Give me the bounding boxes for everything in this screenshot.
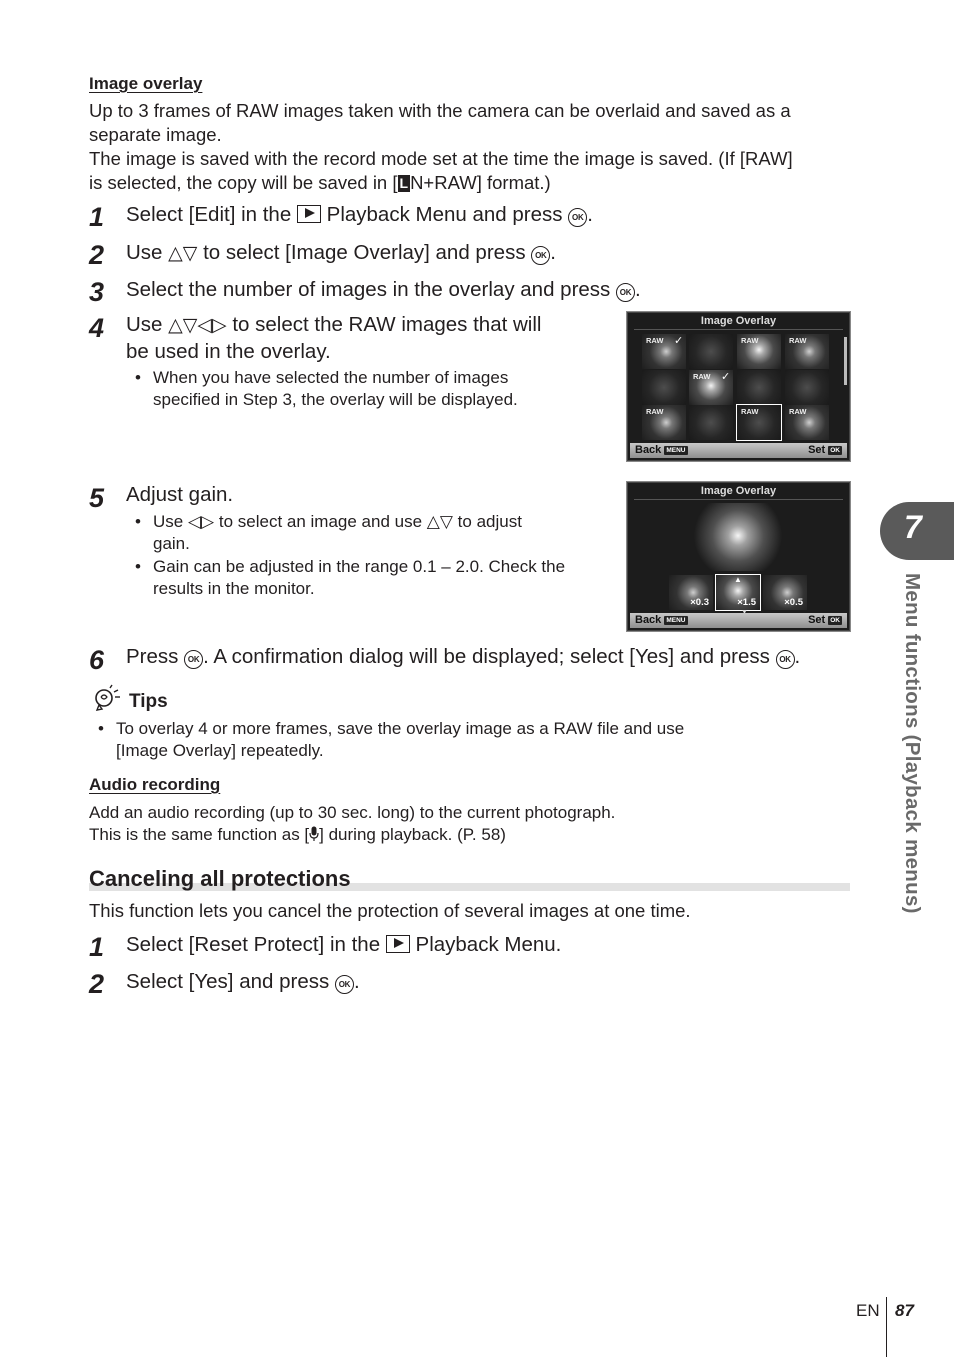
- footer-language: EN: [856, 1301, 880, 1320]
- step-3-text: Select the number of images in the overlay and press OK .: [126, 278, 641, 301]
- intro-line: is selected, the copy will be saved in [ L N+RAW] format.): [89, 172, 551, 193]
- thumbnail[interactable]: RAW: [785, 334, 829, 369]
- overlay-preview: [688, 503, 788, 571]
- thumbnail[interactable]: RAW: [785, 405, 829, 440]
- four-way-arrows-icon: △▽◁▷: [168, 315, 227, 336]
- playback-icon: [386, 935, 410, 953]
- left-right-arrows-icon: ◁▷: [187, 512, 215, 531]
- thumbnail-selected[interactable]: RAW: [737, 405, 781, 440]
- audio-recording-text: Add an audio recording (up to 30 sec. long) to the current photograph. This is the same function as [ ] during playback. (P. 58): [89, 803, 616, 844]
- screen-bottom-bar: [630, 443, 847, 458]
- step-5-bullet-1: • Use ◁▷ to select an image and use △▽ to adjust gain.: [135, 512, 522, 553]
- cancel-step-2-text: Select [Yes] and press OK .: [126, 970, 360, 993]
- menu-button-icon: MENU: [666, 447, 686, 454]
- thumbnail[interactable]: RAW: [642, 405, 686, 440]
- step-5-bullet-2: • Gain can be adjusted in the range 0.1 – 2.0. Check the results in the monitor.: [135, 557, 566, 598]
- thumbnail[interactable]: [689, 405, 733, 440]
- step-6-text: Press OK . A confirmation dialog will be displayed; select [Yes] and press OK .: [126, 645, 801, 668]
- audio-recording-heading: Audio recording: [89, 775, 221, 794]
- step-number: 5: [89, 483, 105, 513]
- footer-divider: [886, 1297, 887, 1357]
- step-4-text: Use △▽◁▷ to select the RAW images that will be used in the overlay.: [126, 313, 542, 363]
- gain-thumbnail[interactable]: ×0.3: [669, 575, 713, 610]
- ok-button-icon: OK: [830, 447, 840, 454]
- step-4-bullet: • When you have selected the number of images specified in Step 3, the overlay will be displayed.: [135, 368, 518, 409]
- thumbnail[interactable]: RAW ✓: [689, 370, 733, 405]
- step-number: 2: [89, 240, 105, 270]
- thumbnail[interactable]: RAW: [737, 334, 781, 369]
- chapter-title: Menu functions (Playback menus): [901, 573, 924, 914]
- back-label[interactable]: Back MENU: [635, 614, 686, 626]
- tips-bullet: • To overlay 4 or more frames, save the overlay image as a RAW file and use [Image Overlay] repeatedly.: [98, 719, 685, 760]
- up-down-arrows-icon: △▽: [426, 512, 453, 531]
- thumbnail[interactable]: [689, 334, 733, 369]
- menu-button-icon: MENU: [666, 617, 686, 624]
- ok-button-icon: OK: [335, 975, 354, 994]
- check-icon: ✓: [674, 335, 684, 347]
- step-number: 4: [89, 313, 105, 343]
- screen-bottom-bar: [630, 613, 847, 628]
- gain-thumbnail-selected[interactable]: ▲ ×1.5: [716, 575, 760, 610]
- scrollbar[interactable]: [844, 337, 847, 385]
- ok-button-icon: OK: [568, 208, 587, 227]
- title-divider: [634, 499, 843, 500]
- step-1-text: Select [Edit] in the Playback Menu and press OK .: [126, 203, 593, 226]
- thumbnail[interactable]: [642, 370, 686, 405]
- cancel-step-1-text: Select [Reset Protect] in the Playback Menu.: [126, 933, 562, 956]
- playback-icon: [297, 205, 321, 223]
- image-overlay-intro: [89, 99, 849, 195]
- step-number: 2: [89, 969, 105, 999]
- intro-line: The image is saved with the record mode set at the time the image is saved. (If [RAW]: [89, 148, 793, 169]
- ok-button-icon: OK: [184, 650, 203, 669]
- screen-title: Image Overlay: [700, 315, 777, 327]
- screen-title: Image Overlay: [700, 485, 777, 497]
- intro-line: Up to 3 frames of RAW images taken with the camera can be overlaid and saved as a: [89, 100, 791, 121]
- large-size-icon: L: [399, 175, 409, 191]
- chapter-number: 7: [904, 509, 922, 545]
- step-number: 3: [89, 277, 105, 307]
- ok-button-icon: OK: [616, 283, 635, 302]
- step-number: 1: [89, 932, 105, 962]
- canceling-heading: Canceling all protections: [89, 866, 351, 891]
- thumbnail[interactable]: RAW ✓: [642, 334, 686, 369]
- thumbnail[interactable]: [737, 370, 781, 405]
- back-label[interactable]: Back MENU: [635, 444, 686, 456]
- tips-lightbulb-icon: [90, 683, 124, 713]
- ok-button-icon: OK: [531, 246, 550, 265]
- step-number: 1: [89, 202, 105, 232]
- step-number: 6: [89, 645, 105, 675]
- intro-line: separate image.: [89, 124, 222, 145]
- step-2-text: Use △▽ to select [Image Overlay] and press OK .: [126, 241, 556, 264]
- image-overlay-heading: Image overlay: [89, 74, 203, 93]
- ok-button-icon: OK: [830, 617, 840, 624]
- page-number: 87: [895, 1301, 914, 1320]
- ok-button-icon: OK: [776, 650, 795, 669]
- microphone-icon: [309, 826, 319, 842]
- check-icon: ✓: [721, 371, 731, 383]
- title-divider: [634, 329, 843, 330]
- canceling-intro: This function lets you cancel the protection of several images at one time.: [89, 900, 691, 921]
- image-overlay-screen-gain: [627, 482, 850, 631]
- chevron-up-icon: ▲: [734, 575, 742, 584]
- gain-thumbnail[interactable]: ×0.5: [763, 575, 807, 610]
- set-label[interactable]: Set OK: [808, 614, 840, 626]
- up-down-arrows-icon: △▽: [168, 243, 198, 264]
- step-5-text: Adjust gain.: [126, 483, 234, 506]
- set-label[interactable]: Set OK: [808, 444, 840, 456]
- image-overlay-screen-select: [627, 312, 850, 461]
- tips-heading: Tips: [129, 691, 168, 712]
- thumbnail[interactable]: [785, 370, 829, 405]
